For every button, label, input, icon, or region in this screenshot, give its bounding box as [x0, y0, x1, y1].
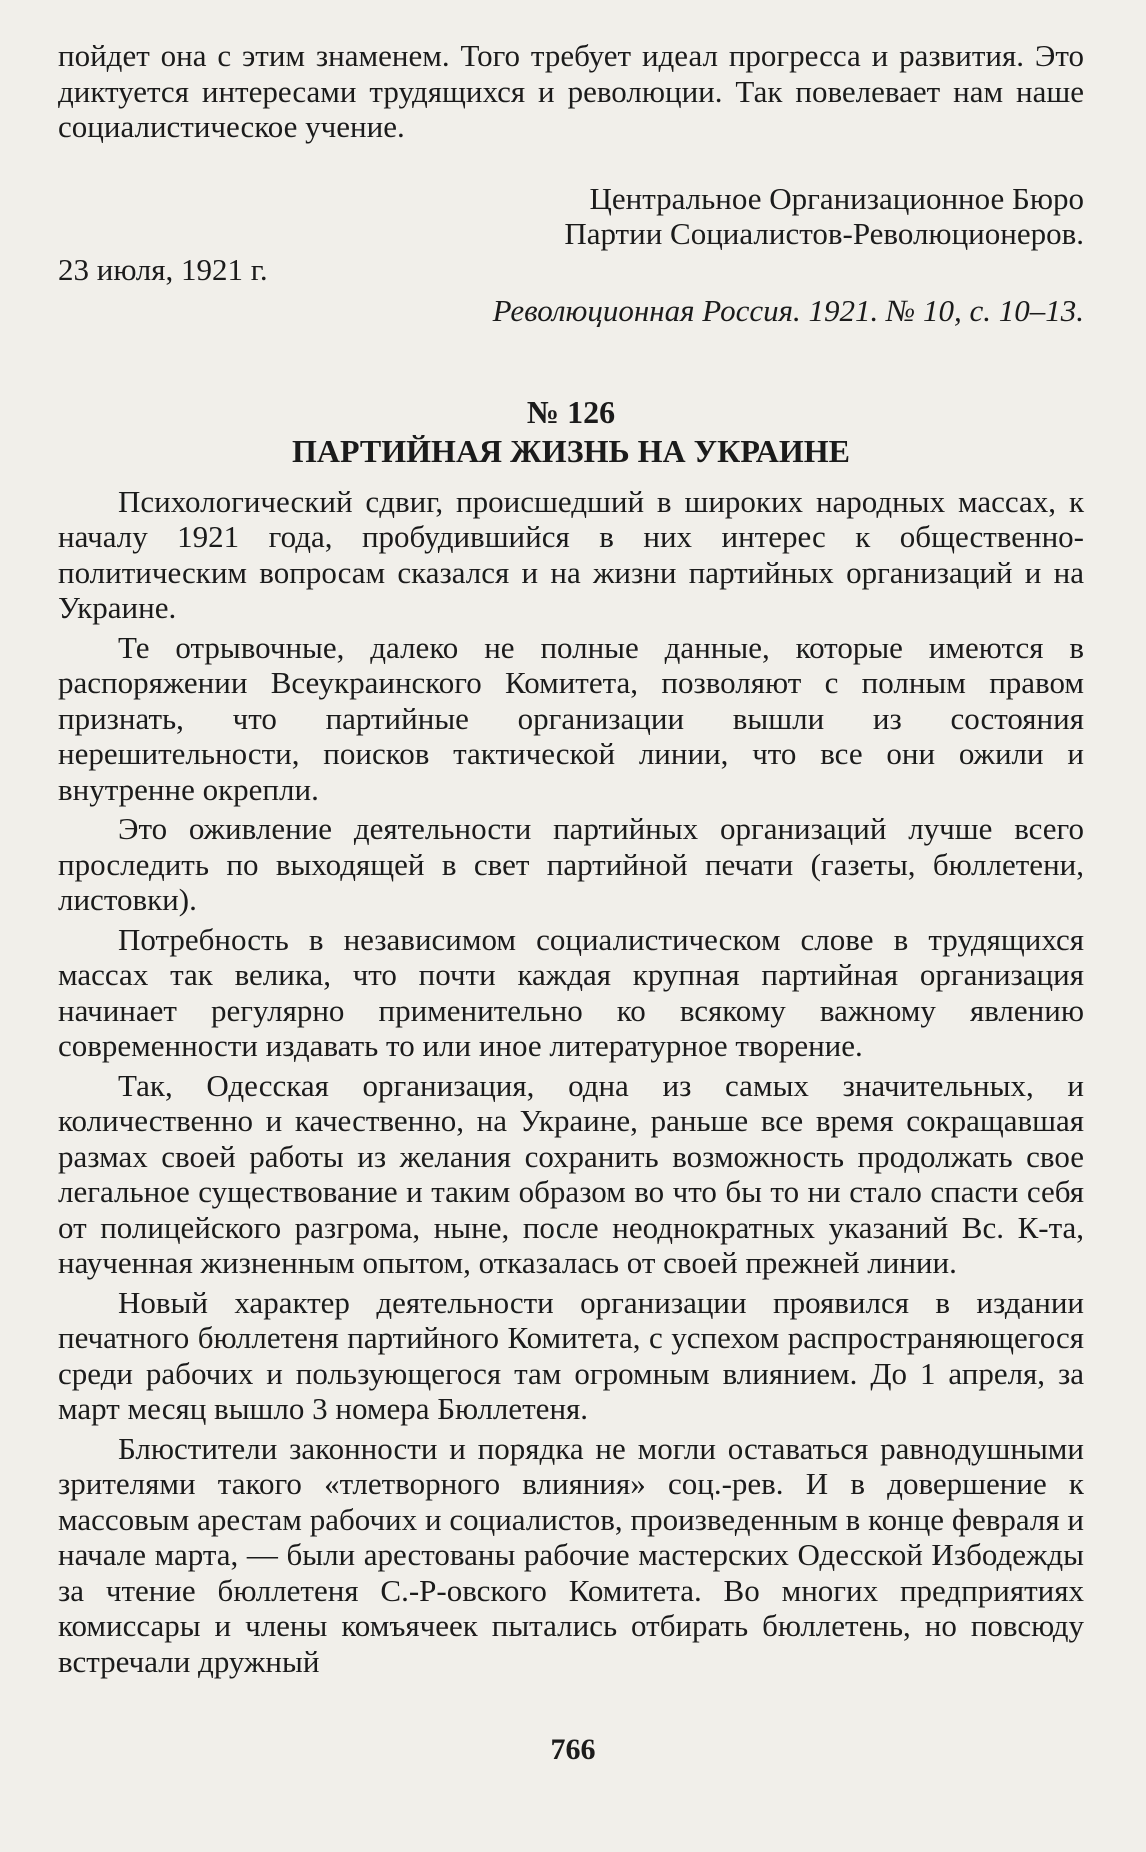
body-paragraph-6: Новый характер деятельности организации проявился в издании печатного бюллетеня партийного Комитета, с успехом распространяющегося среди рабочих и пользующегося там огромным влиянием. До 1 апреля, за март месяц вышло 3 номера Бюллетеня.	[58, 1284, 1084, 1426]
body-paragraph-4: Потребность в независимом социалистическом слове в трудящихся массах так велика, что почти каждая крупная партийная организация начинает регулярно применительно ко всякому важному явлению современности издавать то или иное литературное творение.	[58, 921, 1084, 1063]
document-number: № 126	[526, 393, 616, 430]
signature-line-1: Центральное Организационное Бюро	[589, 180, 1084, 216]
body-paragraph-1: Психологический сдвиг, происшедший в широких народных массах, к началу 1921 года, пробудившийся в них интерес к общественно-политическим вопросам сказался и на жизни партийных организаций и на Украине.	[58, 483, 1084, 625]
body-paragraph-7: Блюстители законности и порядка не могли оставаться равнодушными зрителями такого «тлетворного влияния» соц.-рев. И в довершение к массовым арестам рабочих и социалистов, произведенным в конце февраля и начале марта, — были арестованы рабочие мастерских Одесской Избодежды за чтение бюллетеня С.-Р-овского Комитета. Во многих предприятиях комиссары и члены комъячеек пытались отбирать бюллетень, но повсюду встречали дружный	[58, 1430, 1084, 1679]
signature-line-2: Партии Социалистов-Революционеров.	[564, 216, 1084, 251]
document-page	[58, 38, 1084, 1679]
body-paragraph-5: Так, Одесская организация, одна из самых значительных, и количественно и качественно, на Украине, раньше все время сокращавшая размах своей работы из желания сохранить возможность продолжать свое легальное существование и таким образом во что бы то ни стало спасти себя от полицейского разгрома, ныне, после неоднократных указаний Вс. К-та, наученная жизненным опытом, отказалась от своей прежней линии.	[58, 1067, 1084, 1280]
intro-paragraph: пойдет она с этим знаменем. Того требует идеал прогресса и развития. Это диктуется интересами трудящихся и революции. Так повелевает нам наше социалистическое учение.	[58, 38, 1084, 144]
source-citation: Революционная Россия. 1921. № 10, с. 10–13.	[492, 293, 1084, 328]
document-date: 23 июля, 1921 г.	[58, 251, 268, 287]
document-title: ПАРТИЙНАЯ ЖИЗНЬ НА УКРАИНЕ	[291, 433, 850, 469]
body-paragraph-3: Это оживление деятельности партийных организаций лучше всего проследить по выходящей в свет партийной печати (газеты, бюллетени, листовки).	[58, 811, 1084, 917]
page-number: 766	[550, 1733, 596, 1766]
body-paragraph-2: Те отрывочные, далеко не полные данные, которые имеются в распоряжении Всеукраинского Комитета, позволяют с полным правом признать, что партийные организации вышли из состояния нерешительности, поисков тактической линии, что все они ожили и внутренне окрепли.	[58, 629, 1084, 807]
